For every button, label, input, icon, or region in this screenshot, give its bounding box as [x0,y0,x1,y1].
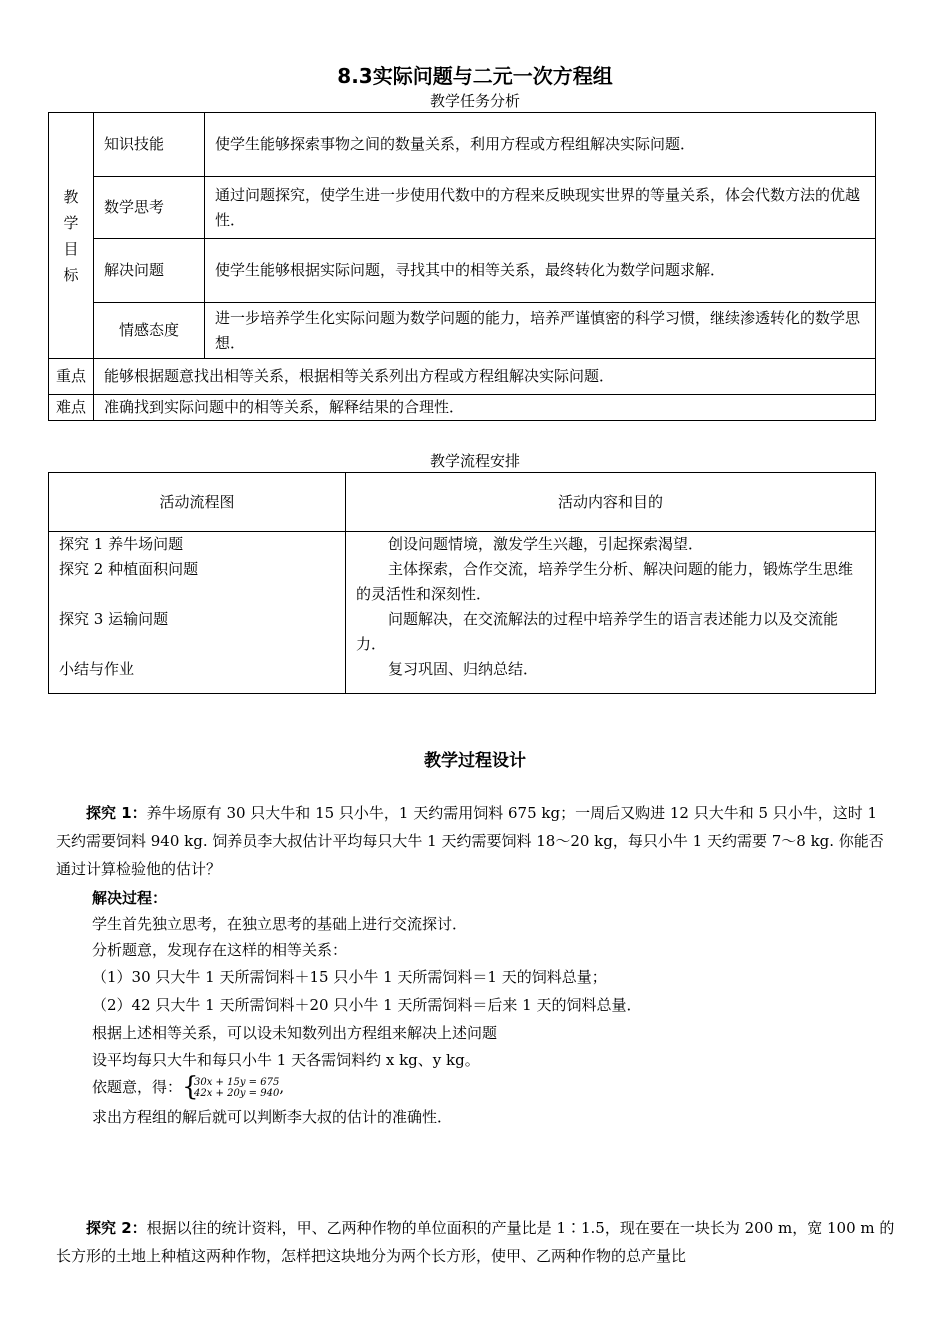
brace-icon: { [182,1072,199,1102]
teaching-flow-table [48,472,876,694]
flow-step-purpose: 问题解决，在交流解法的过程中培养学生的语言表述能力以及交流能力． [356,610,839,653]
difficulty-label: 难点 [49,395,94,421]
key-point-text: 能够根据题意找出相等关系，根据相等关系列出方程或方程组解决实际问题． [94,359,876,395]
flow-step-name: 探究 1 养牛场问题 [59,535,184,553]
equation-1: 30x + 15y = 675 [194,1077,280,1088]
flow-steps-cell [49,532,346,694]
flow-step-name: 探究 3 运输问题 [59,610,169,628]
flow-caption: 教学流程安排 [429,452,520,470]
goal-text: 使学生能够探索事物之间的数量关系，利用方程或方程组解决实际问题． [205,113,876,177]
flow-step-purpose: 创设问题情境，激发学生兴趣，引起探索渴望． [388,535,704,553]
flow-header-activity: 活动流程图 [49,473,346,532]
explore-1-label: 探究 1： [86,804,147,822]
solution-line: （1）30 只大牛 1 天所需饲料＋15 只小牛 1 天所需饲料＝1 天的饲料总量； [92,968,607,986]
solution-line: 设平均每只大牛和每只小牛 1 天各需饲料约 x kg、y kg。 [92,1051,480,1069]
explore-2-paragraph [56,1214,896,1270]
flow-step-name: 探究 2 种植面积问题 [59,560,199,578]
goal-label: 知识技能 [94,113,205,177]
equation-suffix: , [279,1078,285,1096]
solution-label: 解决过程： [92,889,168,907]
goal-label: 解决问题 [94,239,205,303]
key-point-label: 重点 [49,359,94,395]
goals-head-char: 目 [63,239,79,258]
goal-text: 使学生能够根据实际问题，寻找其中的相等关系，最终转化为数学问题求解． [205,239,876,303]
goal-text: 进一步培养学生化实际问题为数学问题的能力，培养严谨慎密的科学习惯，继续渗透转化的数学思想． [205,303,876,359]
solution-line: 根据上述相等关系，可以设未知数列出方程组来解决上述问题 [92,1024,498,1042]
flow-purpose-cell [346,532,876,694]
flow-step-purpose: 复习巩固、归纳总结． [388,660,539,678]
process-design-heading: 教学过程设计 [424,751,526,771]
task-analysis-table [48,112,876,421]
goals-head-char: 教 [63,187,79,206]
equation-prefix: 依题意，得： [92,1078,183,1096]
explore-1-paragraph [56,799,896,883]
goals-head-cell [49,113,94,359]
equation-line [92,1074,284,1100]
flow-step-purpose: 主体探索，合作交流，培养学生分析、解决问题的能力，锻炼学生思维的灵活性和深刻性． [356,560,854,603]
flow-header-content: 活动内容和目的 [346,473,876,532]
equation-2: 42x + 20y = 940 [194,1088,280,1099]
task-analysis-caption: 教学任务分析 [429,92,520,110]
goals-head-char: 标 [63,265,79,284]
solution-line: 分析题意，发现存在这样的相等关系： [92,941,348,959]
document-title: 8.3实际问题与二元一次方程组 [337,64,613,88]
explore-1-text: 养牛场原有 30 只大牛和 15 只小牛，1 天约需用饲料 675 kg；一周后又购进 12 只大牛和 5 只小牛，这时 1 天约需要饲料 940 kg. 饲养员李大叔估计平均每只大牛 1 天约需要饲料 18～20 kg，每只小牛 1 天约需要 7～8 kg. 你能否通过计算检验他的估计？ [56,804,884,878]
goal-label: 数学思考 [94,177,205,239]
goal-label: 情感态度 [94,303,205,359]
solution-line: 学生首先独立思考，在独立思考的基础上进行交流探讨． [92,915,468,933]
goals-head-char: 学 [63,213,79,232]
flow-step-name: 小结与作业 [59,660,135,678]
equation-system [182,1072,280,1102]
difficulty-text: 准确找到实际问题中的相等关系，解释结果的合理性． [94,395,876,421]
explore-2-text: 根据以往的统计资料，甲、乙两种作物的单位面积的产量比是 1∶1.5，现在要在一块长为 200 m，宽 100 m 的长方形的土地上种植这两种作物，怎样把这块地分为两个长方形，使甲、乙两种作物的总产量比 [56,1219,895,1265]
explore-2-label: 探究 2： [86,1219,147,1237]
goal-text: 通过问题探究，使学生进一步使用代数中的方程来反映现实世界的等量关系，体会代数方法的优越性． [205,177,876,239]
solution-line: （2）42 只大牛 1 天所需饲料＋20 只小牛 1 天所需饲料＝后来 1 天的饲料总量． [92,996,642,1014]
solution-conclusion: 求出方程组的解后就可以判断李大叔的估计的准确性． [92,1108,453,1126]
